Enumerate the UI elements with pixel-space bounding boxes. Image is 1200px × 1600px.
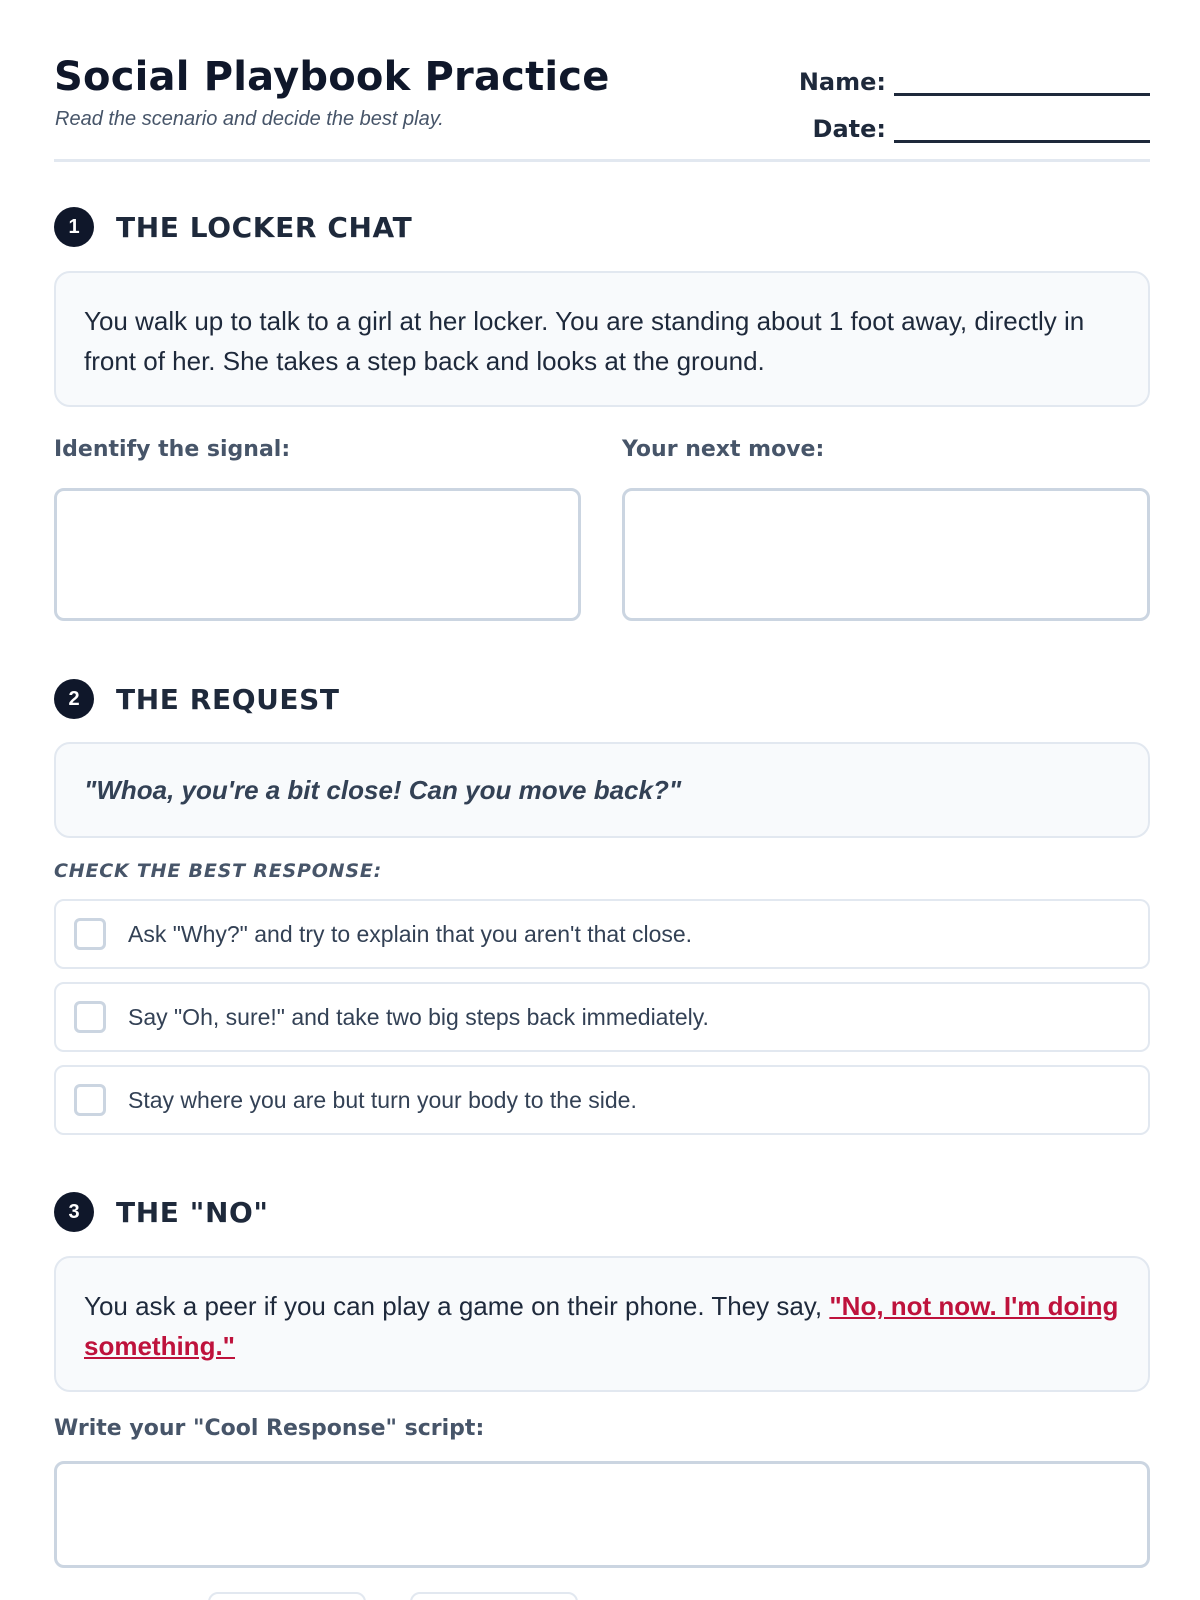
name-label: Name:	[798, 68, 886, 96]
option-text: Ask "Why?" and try to explain that you aren't that close.	[128, 920, 693, 947]
scenario-text: You ask a peer if you can play a game on their phone. They say,	[84, 1291, 830, 1321]
option-text: Say "Oh, sure!" and take two big steps back immediately.	[128, 1003, 709, 1030]
worksheet-page	[54, 0, 1150, 1441]
page-subtitle: Read the scenario and decide the best play.	[55, 108, 444, 130]
response-option[interactable]	[54, 899, 1150, 969]
section-1-heading	[54, 207, 412, 247]
date-label: Date:	[812, 115, 886, 143]
scenario-box	[54, 271, 1150, 407]
request-quote: "Whoa, you're a bit close! Can you move back?"	[84, 775, 682, 805]
response-option[interactable]	[54, 982, 1150, 1052]
scenario-text: You walk up to talk to a girl at her locker. You are standing about 1 foot away, directly in front of her. She takes a step back and looks at the ground.	[84, 306, 1085, 376]
section-title: THE "NO"	[116, 1195, 269, 1229]
next-move-answer-box[interactable]	[622, 488, 1150, 621]
date-field-row	[790, 103, 1150, 143]
bottom-cut-off-element	[208, 1592, 366, 1600]
checkbox[interactable]	[74, 918, 106, 950]
checkbox[interactable]	[74, 1084, 106, 1116]
section-number-badge: 2	[54, 679, 94, 719]
quote-box	[54, 742, 1150, 838]
scenario-box	[54, 1256, 1150, 1392]
section-title: THE LOCKER CHAT	[116, 210, 413, 244]
next-move-label: Your next move:	[622, 437, 825, 462]
option-text: Stay where you are but turn your body to the side.	[128, 1086, 637, 1113]
worksheet-header	[54, 0, 1150, 162]
script-answer-box[interactable]	[54, 1461, 1150, 1568]
section-number-badge: 1	[54, 207, 94, 247]
date-blank-line[interactable]	[894, 113, 1150, 143]
page-title: Social Playbook Practice	[54, 54, 610, 100]
section-2-heading	[54, 679, 340, 719]
name-blank-line[interactable]	[894, 66, 1150, 96]
response-option[interactable]	[54, 1065, 1150, 1135]
name-field-row	[790, 56, 1150, 96]
signal-label: Identify the signal:	[54, 437, 291, 462]
bottom-cut-off-element	[410, 1592, 578, 1600]
signal-answer-box[interactable]	[54, 488, 581, 621]
peer-quote: "No, not now. I'm doing something."	[84, 1291, 1119, 1361]
name-date-fields	[790, 56, 1150, 150]
section-title: THE REQUEST	[116, 682, 340, 716]
section-3-heading	[54, 1192, 269, 1232]
checkbox[interactable]	[74, 1001, 106, 1033]
script-label: Write your "Cool Response" script:	[54, 1416, 485, 1441]
check-best-response-label: CHECK THE BEST RESPONSE:	[54, 860, 383, 882]
section-number-badge: 3	[54, 1192, 94, 1232]
